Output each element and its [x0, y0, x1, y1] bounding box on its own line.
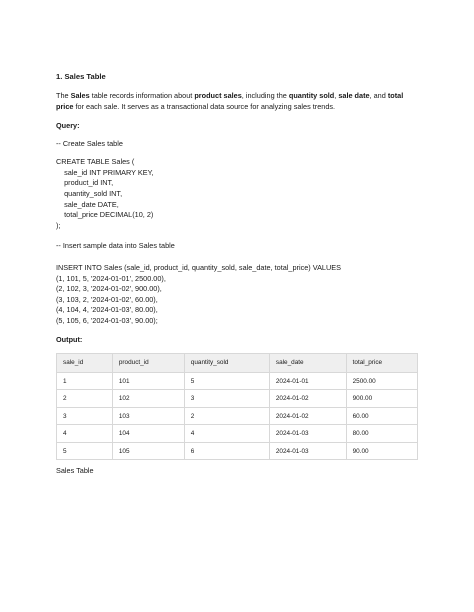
table-cell: 4: [184, 425, 269, 443]
table-cell: 2: [57, 390, 113, 408]
table-cell: 2024-01-03: [269, 442, 346, 460]
code-line: INSERT INTO Sales (sale_id, product_id, quantity_sold, sale_date, total_price) VALUES: [56, 262, 341, 272]
table-row: [57, 372, 418, 390]
code-line: product_id INT,: [56, 178, 114, 188]
table-body: [57, 372, 418, 460]
table-cell: 2024-01-03: [269, 425, 346, 443]
table-cell: 900.00: [346, 390, 417, 408]
description-bold-term: sale date: [338, 91, 370, 100]
column-header-sale-id: sale_id: [57, 353, 113, 372]
table-cell: 80.00: [346, 425, 417, 443]
column-header-quantity-sold: quantity_sold: [184, 353, 269, 372]
create-comment: -- Create Sales table: [56, 138, 123, 148]
table-cell: 4: [57, 425, 113, 443]
section-heading: 1. Sales Table: [56, 72, 106, 81]
query-label: Query:: [56, 121, 80, 131]
description-text: , and: [369, 91, 388, 100]
column-header-product-id: product_id: [112, 353, 184, 372]
code-line: (5, 105, 6, '2024-01-03', 90.00);: [56, 315, 158, 325]
table-cell: 1: [57, 372, 113, 390]
code-line: sale_date DATE,: [56, 199, 119, 209]
table-caption: Sales Table: [56, 466, 94, 476]
table-cell: 2024-01-02: [269, 390, 346, 408]
sales-output-table: [56, 353, 418, 461]
table-description: [56, 91, 420, 112]
output-label: Output:: [56, 335, 83, 345]
insert-data-code: [56, 263, 420, 326]
code-line: (1, 101, 5, '2024-01-01', 2500.00),: [56, 273, 166, 283]
code-line: (2, 102, 3, '2024-01-02', 900.00),: [56, 284, 162, 294]
code-line: sale_id INT PRIMARY KEY,: [56, 167, 154, 177]
table-cell: 90.00: [346, 442, 417, 460]
table-row: [57, 425, 418, 443]
table-row: [57, 407, 418, 425]
table-cell: 5: [184, 372, 269, 390]
description-bold-term: Sales: [70, 91, 90, 100]
table-cell: 105: [112, 442, 184, 460]
table-header-row: [57, 353, 418, 372]
table-cell: 3: [57, 407, 113, 425]
table-row: [57, 390, 418, 408]
insert-comment: -- Insert sample data into Sales table: [56, 241, 175, 251]
table-cell: 60.00: [346, 407, 417, 425]
code-line: CREATE TABLE Sales (: [56, 157, 135, 167]
description-text: table records information about: [89, 91, 195, 100]
description-text: for each sale. It serves as a transactional data source for analyzing sales trends.: [73, 101, 336, 111]
table-cell: 2024-01-02: [269, 407, 346, 425]
table-cell: 101: [112, 372, 184, 390]
description-bold-term: quantity sold: [288, 91, 335, 100]
description-bold-term: total price: [56, 91, 404, 111]
table-cell: 6: [184, 442, 269, 460]
code-line: (4, 104, 4, '2024-01-03', 80.00),: [56, 305, 158, 315]
table-cell: 2500.00: [346, 372, 417, 390]
column-header-sale-date: sale_date: [269, 353, 346, 372]
table-cell: 104: [112, 425, 184, 443]
table-cell: 2024-01-01: [269, 372, 346, 390]
code-line: quantity_sold INT,: [56, 189, 123, 199]
content-area: [56, 71, 420, 477]
description-text: ,: [334, 91, 339, 100]
table-row: [57, 442, 418, 460]
description-bold-term: product sales: [194, 91, 242, 100]
table-cell: 103: [112, 407, 184, 425]
table-cell: 5: [57, 442, 113, 460]
table-cell: 3: [184, 390, 269, 408]
table-cell: 2: [184, 407, 269, 425]
create-table-code: [56, 157, 420, 231]
column-header-total-price: total_price: [346, 353, 417, 372]
code-line: );: [56, 220, 61, 230]
description-text: , including the: [241, 91, 289, 100]
code-line: total_price DECIMAL(10, 2): [56, 210, 154, 220]
code-line: (3, 103, 2, '2024-01-02', 60.00),: [56, 294, 158, 304]
description-text: The: [56, 91, 71, 100]
table-cell: 102: [112, 390, 184, 408]
